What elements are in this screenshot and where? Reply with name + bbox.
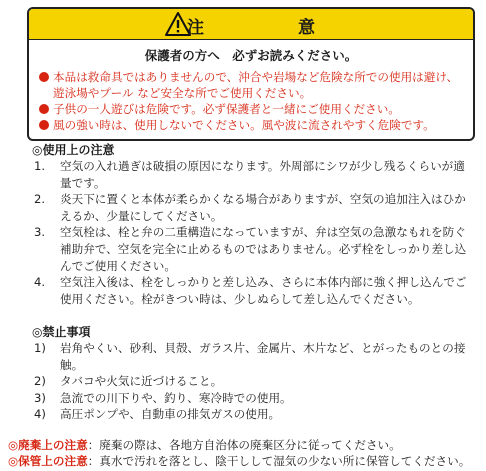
- item-number: 3): [34, 390, 46, 405]
- item-text: 空気の入れ過ぎは破損の原因になります。外周部にシワが少し残るくらいが適量です。: [60, 159, 465, 190]
- item-text: 炎天下に置くと本体が柔らかくなる場合がありますが、空気の追加注入はひかえるか、少量にしてください。: [60, 192, 466, 223]
- warning-title: 注 意: [187, 18, 359, 38]
- prohibited-item: [32, 390, 472, 407]
- storage-text: ：真水で汚れを落とし、陰干しして湿気の少ない所に保管してください。: [87, 454, 471, 468]
- disposal-label: ◎廃棄上の注意: [8, 438, 88, 452]
- warning-item-text: 本品は救命具ではありませんので、沖合や岩場など危険な所での使用は避け、遊泳場やプール など安全な所でご使用ください。: [53, 70, 459, 100]
- usage-item: [32, 191, 472, 224]
- bullet-icon: [39, 104, 49, 114]
- warning-box: [27, 7, 475, 141]
- item-text: 空気栓は、栓と弁の二重構造になっていますが、弁は空気の急激なもれを防ぐ補助弁で、空気を完全に止めるものではありません。必ず栓をしっかり差し込んでご使用ください。: [60, 225, 467, 273]
- usage-section: [32, 142, 472, 307]
- item-number: 2): [34, 374, 46, 389]
- item-text: タバコや火気に近づけること。: [60, 374, 223, 389]
- warning-item-text: 子供の一人遊びは危険です。必ず保護者と一緒にご使用ください。: [53, 102, 400, 116]
- bullet-icon: [39, 72, 49, 82]
- item-number: 1.: [34, 159, 46, 173]
- usage-item: [32, 158, 472, 191]
- warning-subtitle: 保護者の方へ 必ずお読みください。: [144, 48, 358, 63]
- usage-item: [32, 224, 472, 274]
- warning-item: [39, 117, 467, 133]
- prohibited-item: [32, 373, 472, 390]
- storage-note: [8, 453, 486, 469]
- usage-item: [32, 274, 472, 307]
- item-number: 4): [34, 407, 46, 422]
- item-text: 高圧ポンプや、自動車の排気ガスの使用。: [60, 407, 281, 422]
- storage-label: ◎保管上の注意: [8, 454, 88, 468]
- item-text: 岩角やくい、砂利、貝殻、ガラス片、金属片、木片など、とがったものとの接触。: [60, 341, 466, 372]
- warning-item-text: 風の強い時は、使用しないでください。風や波に流されやすく危険です。: [53, 118, 435, 132]
- item-number: 4.: [34, 275, 46, 290]
- item-number: 1): [34, 341, 46, 355]
- item-text: 空気注入後は、栓をしっかりと差し込み、さらに本体内部に強く押し込んでご使用ください。栓がきつい時は、少しぬらして差し込んでください。: [60, 275, 467, 306]
- prohibited-title: ◎禁止事項: [32, 325, 91, 339]
- prohibited-section: [32, 324, 472, 423]
- warning-item: [39, 101, 467, 117]
- warning-header: [29, 9, 473, 40]
- item-number: 2.: [34, 192, 46, 207]
- bullet-icon: [39, 120, 49, 130]
- prohibited-item: [32, 340, 472, 373]
- prohibited-item: [32, 406, 472, 423]
- item-text: 急流での川下りや、釣り、寒冷時での使用。: [60, 390, 292, 405]
- usage-title: ◎使用上の注意: [32, 143, 115, 157]
- warning-item: [39, 69, 467, 101]
- item-number: 3.: [34, 225, 46, 240]
- disposal-note: [8, 437, 486, 453]
- disposal-text: ：廃棄の際は、各地方自治体の廃棄区分に従ってください。: [87, 438, 401, 452]
